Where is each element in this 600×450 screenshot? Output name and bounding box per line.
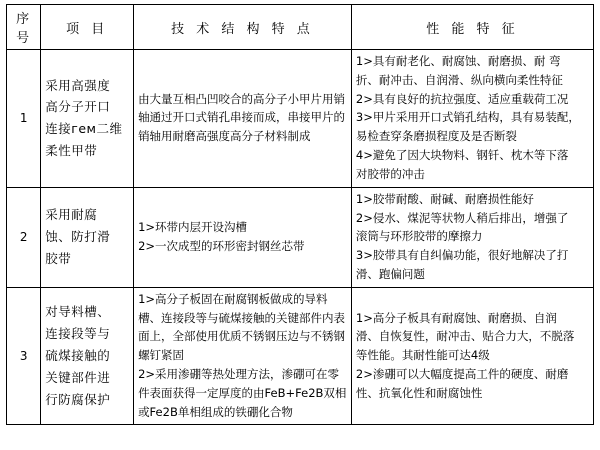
- header-cell-tech: 技 术 结 构 特 点: [134, 5, 352, 50]
- perf-line: 3>胶带具有自纠偏功能，很好地解决了打: [355, 248, 569, 263]
- row-tech: [134, 287, 352, 425]
- perf-line: 1>具有耐老化、耐腐蚀、耐磨损、耐 弯: [355, 54, 561, 68]
- perf-line: 性、抗氧化性和耐腐蚀性: [355, 385, 483, 400]
- tech-line: 件表面获得一定厚度的由FeB+Fe2B双相: [138, 385, 347, 400]
- tech-line: 1>高分子板固在耐腐钢板做成的导料: [138, 291, 328, 306]
- perf-line: 2>具有良好的抗拉强度、适应重载荷工况: [355, 91, 569, 106]
- tech-line: 由大量互相凸凹咬合的高分子小甲片用销: [138, 91, 346, 106]
- item-line: 对导料槽、: [45, 304, 111, 320]
- perf-line: 滑、跑偏问题: [355, 266, 425, 281]
- item-line: 胶带: [45, 251, 72, 267]
- perf-line: 滚筒与环形胶带的摩擦力: [355, 229, 483, 244]
- tech-line: 螺钉紧固: [138, 348, 185, 363]
- item-line: 采用耐腐: [45, 207, 98, 223]
- item-line: 蚀、防打滑: [45, 229, 111, 245]
- table-body: [7, 50, 594, 425]
- row-perf: [351, 50, 593, 188]
- row-number: 1: [7, 50, 41, 188]
- table-row: [7, 287, 594, 425]
- perf-line: 滑、自恢复性，耐冲击、贴合力大，不脱落: [355, 329, 575, 344]
- item-line: 连接гем二维: [45, 121, 123, 137]
- perf-line: 1>高分子板具有耐腐蚀、耐磨损、自润: [355, 310, 557, 325]
- row-perf: [351, 187, 593, 287]
- tech-line: 槽、连接段等与硫煤接触的关键部件内表: [138, 310, 346, 325]
- tech-line: 或Fe2B单相组成的铁硼化合物: [138, 404, 293, 419]
- perf-line: 折、耐冲击、自润滑、纵向横向柔性特征: [355, 72, 563, 87]
- perf-line: 2>侵水、煤泥等状物人稍后排出，增强了: [355, 210, 569, 225]
- item-line: 高分子开口: [45, 99, 111, 115]
- perf-line: 4>避免了因大块物料、钢钎、枕木等下落: [355, 148, 569, 163]
- tech-line: 销轴用耐磨高强度高分子材料制成: [138, 129, 311, 144]
- perf-line: 对胶带的冲击: [355, 166, 425, 181]
- tech-line: 2>采用渗硼等热处理方法，渗硼可在零: [138, 367, 340, 381]
- perf-line: 易检查穿条磨损程度及是否断裂: [355, 129, 517, 144]
- item-line: 行防腐保护: [45, 391, 111, 407]
- row-perf: [351, 287, 593, 425]
- perf-line: 2>渗硼可以大幅度提高工件的硬度、耐磨: [355, 367, 569, 381]
- perf-line: 1>胶带耐酸、耐碱、耐磨损性能好: [355, 191, 534, 206]
- table-header-row: [7, 5, 594, 50]
- row-number: 2: [7, 187, 41, 287]
- row-tech: [134, 187, 352, 287]
- row-number: 3: [7, 287, 41, 425]
- row-item: [41, 287, 134, 425]
- tech-line: 面上，全部使用优质不锈钢压边与不锈钢: [138, 329, 346, 344]
- table-row: [7, 50, 594, 188]
- item-line: 采用高强度: [45, 77, 111, 93]
- perf-line: 3>甲片采用开口式销孔结构，具有易装配，: [355, 110, 580, 125]
- perf-line: 等性能。其耐性能可达4级: [355, 348, 490, 363]
- tech-line: 轴通过开口式销孔串接而成，串接甲片的: [138, 110, 346, 125]
- row-item: [41, 187, 134, 287]
- header-cell-no: 序 号: [7, 5, 41, 50]
- item-line: 连接段等与: [45, 326, 111, 342]
- row-tech: [134, 50, 352, 188]
- tech-line: 2>一次成型的环形密封钢丝芯带: [138, 238, 305, 253]
- row-item: [41, 50, 134, 188]
- tech-line: 1>环带内层开设沟槽: [138, 219, 248, 234]
- header-cell-item: 项 目: [41, 5, 134, 50]
- item-line: 关键部件进: [45, 370, 111, 386]
- item-line: 柔性甲带: [45, 143, 98, 159]
- header-cell-perf: 性 能 特 征: [351, 5, 593, 50]
- item-line: 硫煤接触的: [45, 348, 111, 364]
- table-row: [7, 187, 594, 287]
- technical-features-table: [6, 4, 594, 425]
